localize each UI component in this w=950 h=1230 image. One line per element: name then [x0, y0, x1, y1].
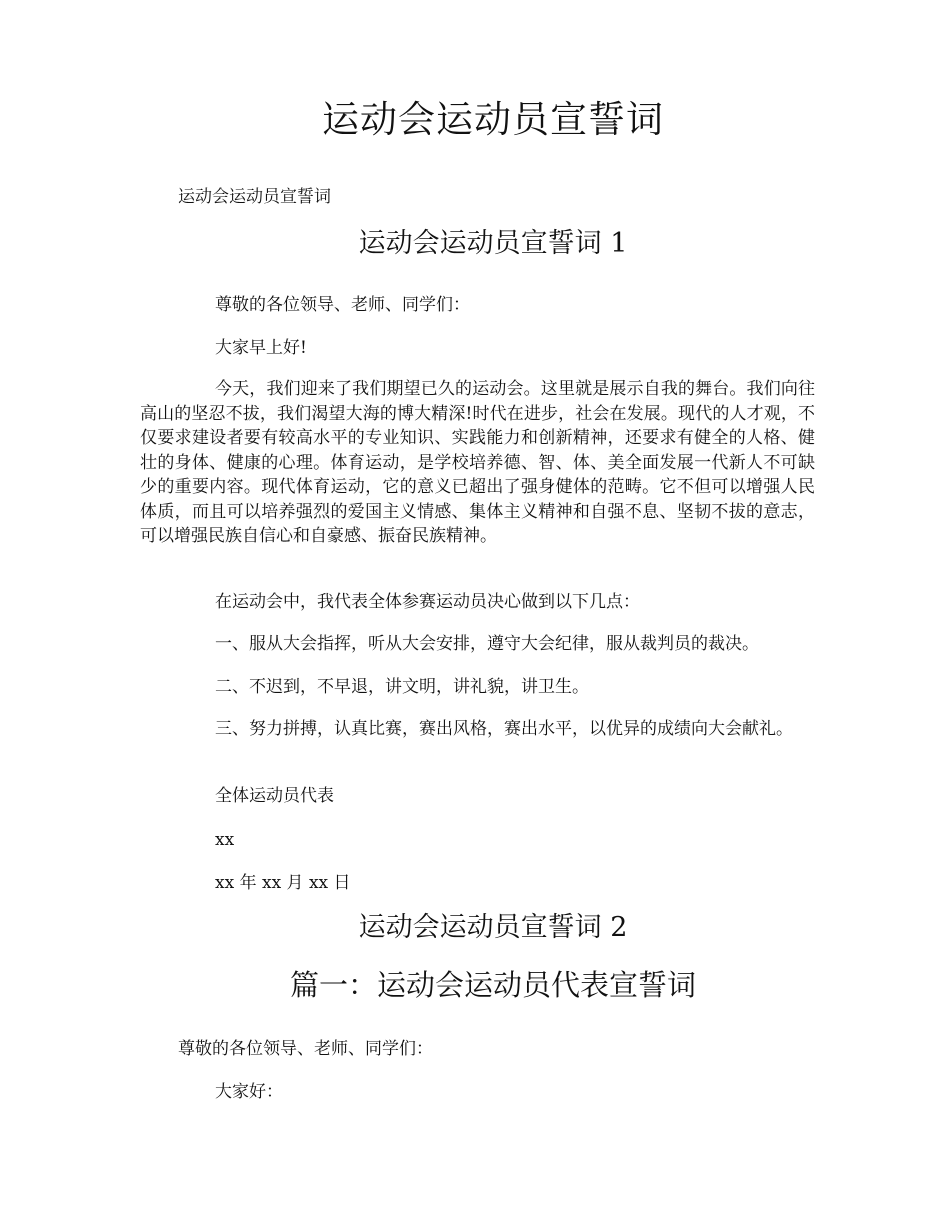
point-1: 一、服从大会指挥，听从大会安排，遵守大会纪律，服从裁判员的裁决。 [215, 634, 759, 654]
section-1-main-paragraph: 今天，我们迎来了我们期望已久的运动会。这里就是展示自我的舞台。我们向往高山的坚忍不拔，我们渴望大海的博大精深!时代在进步，社会在发展。现代的人才观，不仅要求建设者要有较高水平的专业知识、实践能力和创新精神，还要求有健全的人格、健壮的身体、健康的心理。体育运动，是学校培养德、智、体、美全面发展一代新人不可缺少的重要内容。现代体育运动，它的意义已超出了强身健体的范畴。它不但可以增强人民体质，而且可以培养强烈的爱国主义情感、集体主义精神和自强不息、坚韧不拔的意志，可以增强民族自信心和自豪感、振奋民族精神。 [140, 379, 815, 546]
signoff: 全体运动员代表 [215, 786, 334, 806]
document-title: 运动会运动员宣誓词 [322, 98, 664, 141]
section-2-greeting: 大家好： [215, 1082, 283, 1102]
section-2-heading: 运动会运动员宣誓词 2 [358, 912, 628, 943]
section-2-salutation: 尊敬的各位领导、老师、同学们： [178, 1039, 433, 1059]
sign-date: xx 年 xx 月 xx 日 [215, 873, 351, 893]
point-2: 二、不迟到，不早退，讲文明，讲礼貌，讲卫生。 [215, 677, 589, 697]
points-intro: 在运动会中，我代表全体参赛运动员决心做到以下几点： [215, 592, 640, 612]
point-3: 三、努力拼搏，认真比赛，赛出风格，赛出水平，以优异的成绩向大会献礼。 [215, 719, 793, 739]
section-1-salutation: 尊敬的各位领导、老师、同学们： [215, 295, 470, 315]
section-1-greeting: 大家早上好! [215, 338, 307, 358]
subtitle-line: 运动会运动员宣誓词 [178, 187, 331, 207]
section-1-heading: 运动会运动员宣誓词 1 [358, 228, 628, 259]
signer-name: xx [215, 830, 235, 850]
section-2-subheading: 篇一：运动会运动员代表宣誓词 [289, 968, 696, 1002]
